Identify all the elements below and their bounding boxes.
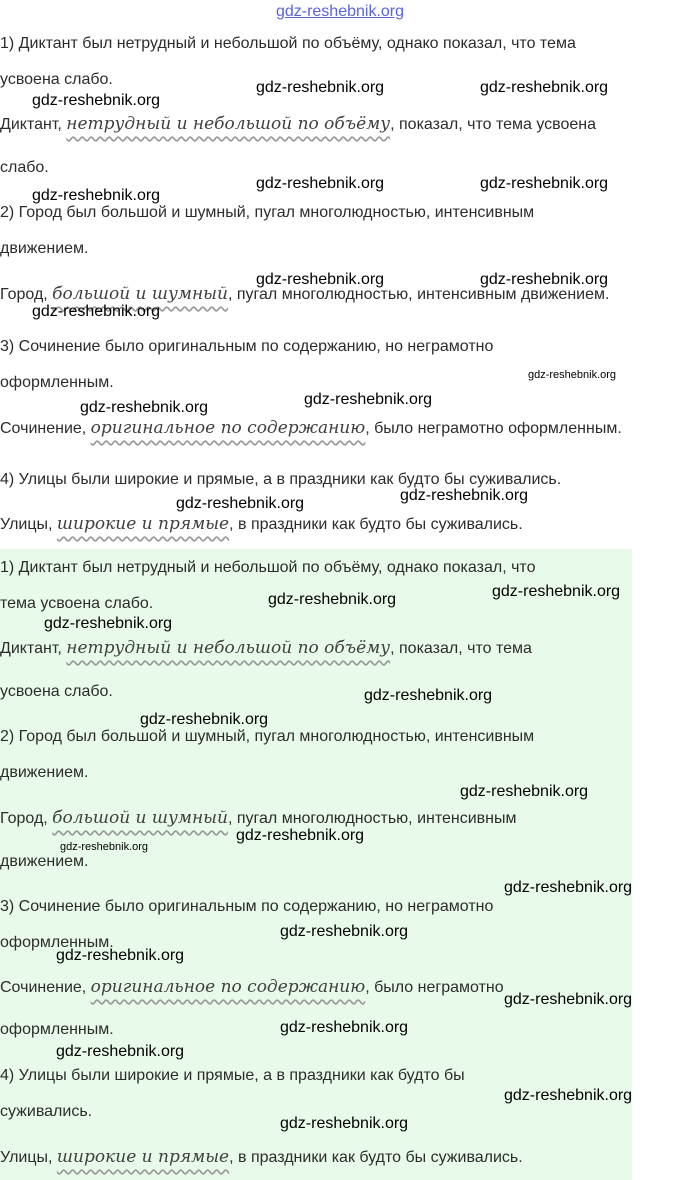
- box-answer-2-highlight: большой и шумный: [52, 808, 228, 828]
- watermark-text: gdz-reshebnik.org: [56, 1043, 185, 1060]
- answer-1-highlight: нетрудный и небольшой по объёму: [66, 114, 391, 134]
- box-answer-4: [0, 1147, 523, 1168]
- site-header-link[interactable]: gdz-reshebnik.org: [275, 3, 405, 20]
- answer-1-pre: Диктант,: [0, 116, 67, 133]
- watermark-text: gdz-reshebnik.org: [280, 1019, 409, 1036]
- box-answer-4-pre: Улицы,: [0, 1149, 57, 1166]
- watermark-text: gdz-reshebnik.org: [32, 92, 161, 109]
- watermark-text: gdz-reshebnik.org: [176, 495, 305, 512]
- watermark-text: gdz-reshebnik.org: [280, 1115, 409, 1132]
- watermark-text: gdz-reshebnik.org: [268, 591, 397, 608]
- watermark-text: gdz-reshebnik.org: [256, 79, 385, 96]
- sentence-2-line-1: 2) Город был большой и шумный, пугал многолюдностью, интенсивным: [0, 204, 535, 221]
- watermark-text: gdz-reshebnik.org: [504, 879, 633, 896]
- box-answer-3-post: , было неграмотно: [365, 979, 504, 996]
- watermark-text: gdz-reshebnik.org: [400, 487, 529, 504]
- watermark-text: gdz-reshebnik.org: [60, 841, 149, 853]
- answer-4-post: , в праздники как будто бы суживались.: [229, 516, 523, 533]
- sentence-1-line-2: усвоена слабо.: [0, 71, 113, 88]
- box-answer-1-post: , показал, что тема: [390, 640, 532, 657]
- watermark-text: gdz-reshebnik.org: [280, 923, 409, 940]
- box-answer-1-highlight: нетрудный и небольшой по объёму: [66, 638, 391, 658]
- box-answer-2-post: , пугал многолюдностью, интенсивным: [227, 810, 517, 827]
- answer-1-line-2: слабо.: [0, 159, 49, 176]
- answer-1: [0, 114, 596, 135]
- watermark-text: gdz-reshebnik.org: [364, 687, 493, 704]
- answer-4: [0, 514, 523, 535]
- watermark-text: gdz-reshebnik.org: [492, 583, 621, 600]
- answer-2-post: , пугал многолюдностью, интенсивным движением.: [227, 286, 610, 303]
- box-answer-1-pre: Диктант,: [0, 640, 67, 657]
- box-answer-1: [0, 638, 532, 659]
- watermark-text: gdz-reshebnik.org: [44, 615, 173, 632]
- box-sentence-4-line-2: суживались.: [0, 1103, 93, 1120]
- box-answer-3-highlight: оригинальное по содержанию: [90, 977, 366, 997]
- sentence-3-line-1: 3) Сочинение было оригинальным по содержанию, но неграмотно: [0, 338, 494, 355]
- box-sentence-1-line-1: 1) Диктант был нетрудный и небольшой по объёму, однако показал, что: [0, 559, 536, 576]
- box-sentence-3-line-2: оформленным.: [0, 934, 114, 951]
- box-answer-2-line-2: движением.: [0, 853, 89, 870]
- watermark-text: gdz-reshebnik.org: [528, 369, 617, 381]
- box-answer-2-pre: Город,: [0, 810, 53, 827]
- box-answer-3-line-2: оформленным.: [0, 1021, 114, 1038]
- box-answer-1-line-2: усвоена слабо.: [0, 683, 113, 700]
- sentence-2-line-2: движением.: [0, 240, 89, 257]
- answer-4-pre: Улицы,: [0, 516, 57, 533]
- answer-3-post: , было неграмотно оформленным.: [365, 420, 622, 437]
- box-answer-4-post: , в праздники как будто бы суживались.: [229, 1149, 523, 1166]
- box-answer-3: [0, 977, 504, 998]
- watermark-text: gdz-reshebnik.org: [256, 271, 385, 288]
- box-sentence-1-line-2: тема усвоена слабо.: [0, 595, 154, 612]
- answer-2-highlight: большой и шумный: [52, 284, 228, 304]
- watermark-text: gdz-reshebnik.org: [304, 391, 433, 408]
- box-answer-4-highlight: широкие и прямые: [56, 1147, 230, 1167]
- answer-3: [0, 418, 622, 439]
- sentence-1-line-1: 1) Диктант был нетрудный и небольшой по объёму, однако показал, что тема: [0, 35, 576, 52]
- answer-3-highlight: оригинальное по содержанию: [90, 418, 366, 438]
- watermark-text: gdz-reshebnik.org: [236, 827, 365, 844]
- box-sentence-3-line-1: 3) Сочинение было оригинальным по содержанию, но неграмотно: [0, 898, 494, 915]
- watermark-text: gdz-reshebnik.org: [32, 187, 161, 204]
- sentence-4-line-1: 4) Улицы были широкие и прямые, а в праздники как будто бы суживались.: [0, 471, 562, 488]
- watermark-text: gdz-reshebnik.org: [480, 79, 609, 96]
- watermark-text: gdz-reshebnik.org: [32, 303, 161, 320]
- watermark-text: gdz-reshebnik.org: [56, 947, 185, 964]
- watermark-text: gdz-reshebnik.org: [460, 783, 589, 800]
- watermark-text: gdz-reshebnik.org: [504, 991, 633, 1008]
- watermark-text: gdz-reshebnik.org: [480, 175, 609, 192]
- watermark-text: gdz-reshebnik.org: [256, 175, 385, 192]
- box-sentence-2-line-2: движением.: [0, 764, 89, 781]
- box-sentence-2-line-1: 2) Город был большой и шумный, пугал многолюдностью, интенсивным: [0, 728, 535, 745]
- box-sentence-4-line-1: 4) Улицы были широкие и прямые, а в праздники как будто бы: [0, 1067, 465, 1084]
- answer-4-highlight: широкие и прямые: [56, 514, 230, 534]
- box-answer-3-pre: Сочинение,: [0, 979, 91, 996]
- watermark-text: gdz-reshebnik.org: [504, 1087, 633, 1104]
- answer-3-pre: Сочинение,: [0, 420, 91, 437]
- watermark-text: gdz-reshebnik.org: [480, 271, 609, 288]
- answer-2-pre: Город,: [0, 286, 53, 303]
- answer-1-post: , показал, что тема усвоена: [390, 116, 596, 133]
- watermark-text: gdz-reshebnik.org: [140, 711, 269, 728]
- sentence-3-line-2: оформленным.: [0, 374, 114, 391]
- watermark-text: gdz-reshebnik.org: [80, 399, 209, 416]
